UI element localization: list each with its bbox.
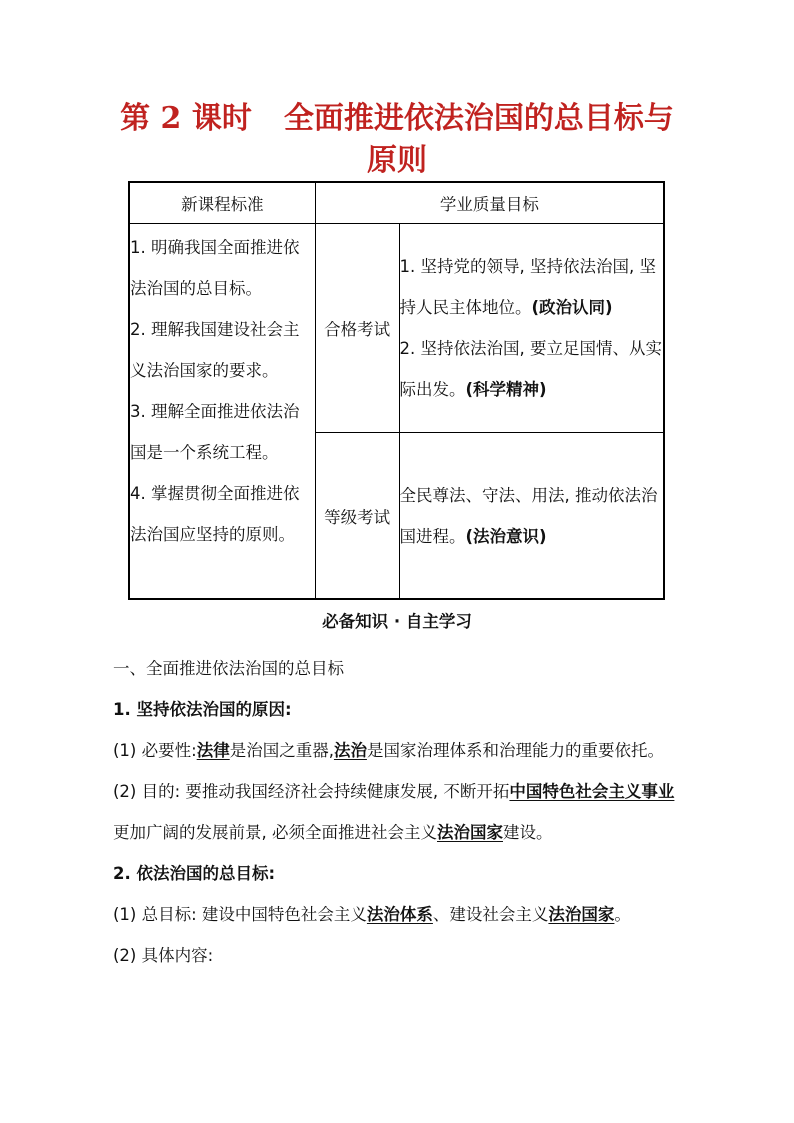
level-pass-exam: 合格考试 bbox=[315, 224, 399, 433]
page-title bbox=[0, 98, 794, 182]
competency-tag: (政治认同) bbox=[531, 298, 613, 317]
blank-answer: 法治国家 bbox=[437, 823, 503, 842]
lesson-number: 第 2 课时 bbox=[120, 101, 252, 136]
content-body bbox=[113, 648, 683, 976]
goal-item: 1. 坚持党的领导, 坚持依法治国, 坚持人民主体地位。(政治认同) bbox=[399, 257, 656, 317]
title-line-1: 全面推进依法治国的总目标与 bbox=[283, 101, 674, 136]
goals-pass-exam bbox=[399, 224, 664, 433]
subheading-total-goal: 2. 依法治国的总目标: bbox=[113, 864, 276, 883]
competency-tag: (科学精神) bbox=[465, 380, 547, 399]
blank-answer: 法治国家 bbox=[548, 905, 615, 924]
blank-answer: 中国特色社会主义事业 bbox=[509, 782, 675, 801]
standard-item: 3. 理解全面推进依法治国是一个系统工程。 bbox=[130, 402, 300, 462]
goal-item: 2. 坚持依法治国, 要立足国情、从实际出发。(科学精神) bbox=[399, 339, 662, 399]
paragraph-total-goal: (1) 总目标: 建设中国特色社会主义法治体系、建设社会主义法治国家。 bbox=[113, 905, 631, 924]
competency-tag: (法治意识) bbox=[465, 526, 547, 546]
curriculum-standards-table bbox=[128, 181, 665, 600]
goal-item: 全民尊法、守法、用法, 推动依法治国进程。(法治意识) bbox=[399, 485, 658, 546]
paragraph-purpose: (2) 目的: 要推动我国经济社会持续健康发展, 不断开拓中国特色社会主义事业更加广阔的发展前景, 必须全面推进社会主义法治国家建设。 bbox=[113, 782, 675, 842]
goals-grade-exam bbox=[399, 433, 664, 600]
section-title: 必备知识 · 自主学习 bbox=[322, 612, 472, 631]
title-line-2: 原则 bbox=[367, 143, 427, 178]
standards-cell bbox=[129, 224, 315, 600]
standard-item: 2. 理解我国建设社会主义法治国家的要求。 bbox=[130, 320, 300, 380]
blank-answer: 法律 bbox=[196, 741, 230, 760]
paragraph-specific-content: (2) 具体内容: bbox=[113, 946, 214, 965]
header-quality-goals: 学业质量目标 bbox=[315, 182, 664, 224]
level-grade-exam: 等级考试 bbox=[315, 433, 399, 600]
blank-answer: 法治体系 bbox=[366, 905, 433, 924]
heading-total-goal: 一、全面推进依法治国的总目标 bbox=[113, 659, 344, 678]
standard-item: 1. 明确我国全面推进依法治国的总目标。 bbox=[130, 238, 300, 298]
subheading-reasons: 1. 坚持依法治国的原因: bbox=[113, 700, 292, 719]
blank-answer: 法治 bbox=[333, 741, 367, 760]
standard-item: 4. 掌握贯彻全面推进依法治国应坚持的原则。 bbox=[130, 484, 300, 544]
header-curriculum-standards: 新课程标准 bbox=[129, 182, 315, 224]
paragraph-necessity: (1) 必要性:法律是治国之重器,法治是国家治理体系和治理能力的重要依托。 bbox=[113, 741, 664, 760]
